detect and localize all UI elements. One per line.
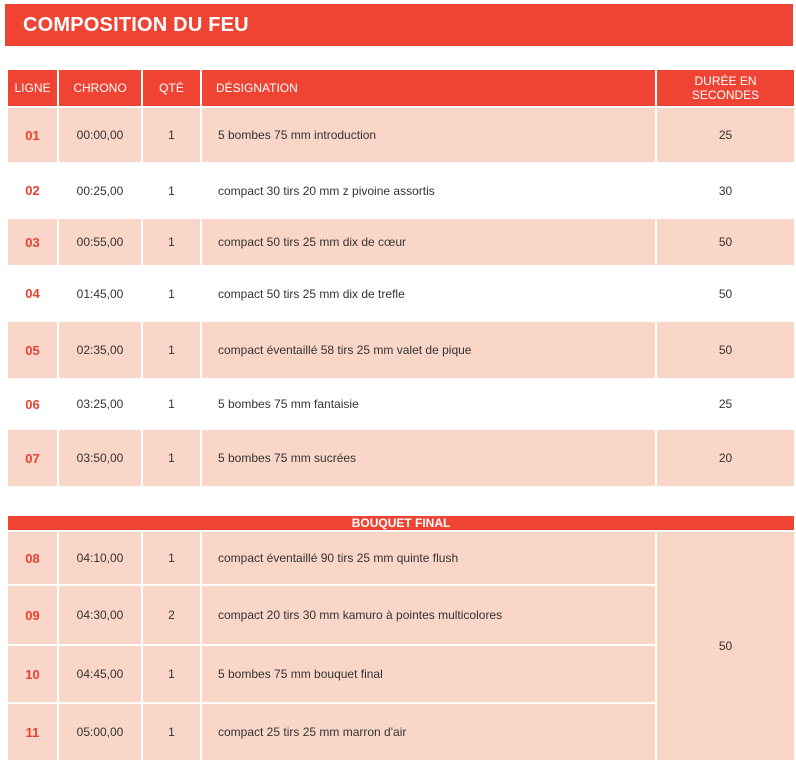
cell-ligne: 04 [7,266,58,321]
cell-qte: 1 [142,218,201,266]
cell-qte: 1 [142,645,201,703]
table-header-row [7,69,795,107]
bouquet-final-table [6,514,796,762]
table-row [7,379,795,429]
table-row [7,429,795,487]
cell-qte: 2 [142,585,201,645]
cell-designation: compact 50 tirs 25 mm dix de cœur [201,218,656,266]
table-row [7,531,795,585]
cell-qte: 1 [142,321,201,379]
cell-designation: 5 bombes 75 mm fantaisie [201,379,656,429]
cell-chrono: 04:45,00 [58,645,142,703]
cell-ligne: 10 [7,645,58,703]
col-header-duree [656,69,795,107]
cell-chrono: 00:00,00 [58,107,142,163]
cell-designation: compact éventaillé 90 tirs 25 mm quinte flush [201,531,656,585]
cell-chrono: 01:45,00 [58,266,142,321]
cell-designation: compact 25 tirs 25 mm marron d'air [201,703,656,761]
cell-chrono: 00:25,00 [58,163,142,218]
cell-qte: 1 [142,703,201,761]
page-title: COMPOSITION DU FEU [23,13,249,36]
cell-duree-bouquet: 50 [656,531,795,761]
cell-designation: compact 30 tirs 20 mm z pivoine assortis [201,163,656,218]
cell-qte: 1 [142,266,201,321]
cell-duree: 20 [656,429,795,487]
cell-designation: compact éventaillé 58 tirs 25 mm valet de pique [201,321,656,379]
col-header-duree-line2: SECONDES [691,88,760,102]
cell-chrono: 05:00,00 [58,703,142,761]
col-header-ligne: LIGNE [7,69,58,107]
col-header-qte: QTÉ [142,69,201,107]
cell-chrono: 00:55,00 [58,218,142,266]
cell-ligne: 02 [7,163,58,218]
cell-duree: 25 [656,379,795,429]
table-row [7,163,795,218]
cell-chrono: 02:35,00 [58,321,142,379]
cell-ligne: 01 [7,107,58,163]
cell-designation: compact 50 tirs 25 mm dix de trefle [201,266,656,321]
cell-qte: 1 [142,531,201,585]
composition-table [6,68,796,488]
cell-chrono: 04:30,00 [58,585,142,645]
cell-ligne: 09 [7,585,58,645]
table-row [7,218,795,266]
cell-ligne: 08 [7,531,58,585]
col-header-designation: DÉSIGNATION [201,69,656,107]
cell-duree: 25 [656,107,795,163]
cell-designation: 5 bombes 75 mm introduction [201,107,656,163]
cell-qte: 1 [142,379,201,429]
cell-ligne: 07 [7,429,58,487]
table-row [7,321,795,379]
cell-duree: 50 [656,321,795,379]
cell-duree: 50 [656,218,795,266]
cell-designation: 5 bombes 75 mm sucrées [201,429,656,487]
table-row [7,266,795,321]
cell-ligne: 03 [7,218,58,266]
col-header-chrono: CHRONO [58,69,142,107]
cell-chrono: 03:50,00 [58,429,142,487]
cell-chrono: 04:10,00 [58,531,142,585]
cell-ligne: 11 [7,703,58,761]
cell-designation: compact 20 tirs 30 mm kamuro à pointes multicolores [201,585,656,645]
col-header-duree-line1: DURÉE EN [694,74,757,88]
cell-ligne: 06 [7,379,58,429]
cell-duree: 30 [656,163,795,218]
cell-designation: 5 bombes 75 mm bouquet final [201,645,656,703]
bouquet-header: BOUQUET FINAL [7,515,795,531]
title-bar [5,4,793,46]
cell-chrono: 03:25,00 [58,379,142,429]
cell-duree: 50 [656,266,795,321]
table-row [7,107,795,163]
bouquet-header-row [7,515,795,531]
cell-qte: 1 [142,163,201,218]
cell-qte: 1 [142,107,201,163]
cell-qte: 1 [142,429,201,487]
cell-ligne: 05 [7,321,58,379]
